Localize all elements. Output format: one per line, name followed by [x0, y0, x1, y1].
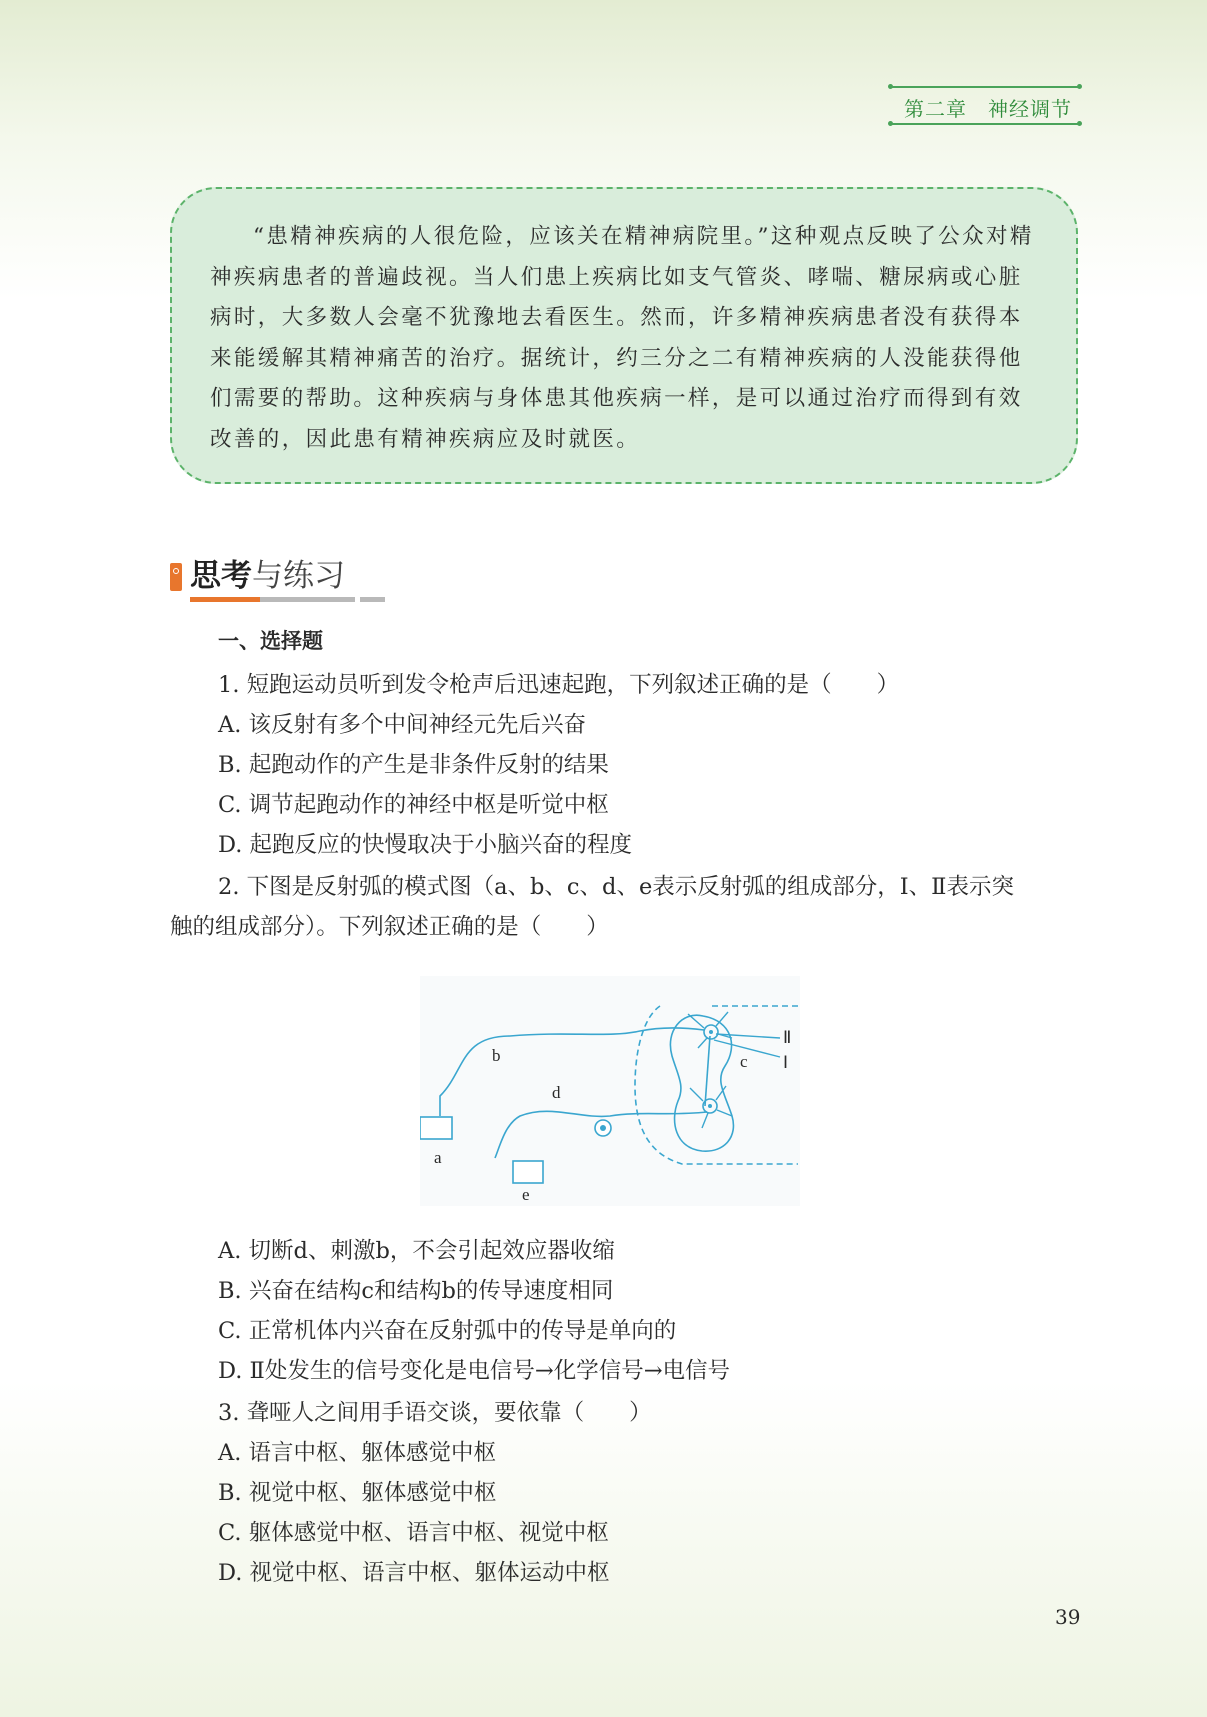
- effector-e-box: [513, 1161, 543, 1183]
- q2-option-c: C. 正常机体内兴奋在反射弧中的传导是单向的: [218, 1318, 677, 1344]
- info-box-text: “患精神疾病的人很危险，应该关在精神病院里。”这种观点反映了公众对精神疾病患者的普遍歧视。当人们患上疾病比如支气管炎、哮喘、糖尿病或心脏病时，大多数人会毫不犹豫地去看医生。然而，许多精神疾病患者没有获得本来能缓解其精神痛苦的治疗。据统计，约三分之二有精神疾病的人没能获得他们需要的帮助。这种疾病与身体患其他疾病一样，是可以通过治疗而得到有效改善的，因此患有精神疾病应及时就医。: [210, 224, 1034, 452]
- q1-option-a: A. 该反射有多个中间神经元先后兴奋: [218, 712, 587, 738]
- q2-stem-line1: 2. 下图是反射弧的模式图（a、b、c、d、e表示反射弧的组成部分，Ⅰ、Ⅱ表示突: [218, 874, 1014, 900]
- q2-option-b: B. 兴奋在结构c和结构b的传导速度相同: [218, 1278, 614, 1304]
- header-rule-bottom: [890, 123, 1080, 125]
- label-b: b: [492, 1046, 501, 1065]
- reflex-arc-diagram: [420, 976, 800, 1206]
- reflex-arc-svg: [420, 976, 800, 1206]
- q1-stem: 1. 短跑运动员听到发令枪声后迅速起跑，下列叙述正确的是（ ）: [218, 672, 900, 698]
- q2-stem-line2: 触的组成部分）。下列叙述正确的是（ ）: [170, 914, 609, 940]
- q3-option-d: D. 视觉中枢、语言中枢、躯体运动中枢: [218, 1560, 610, 1586]
- exercise-subheading: 一、选择题: [218, 629, 323, 653]
- q1-option-b: B. 起跑动作的产生是非条件反射的结果: [218, 752, 609, 778]
- label-a: a: [434, 1148, 442, 1167]
- header-rule-top: [890, 86, 1080, 88]
- q1-option-c: C. 调节起跑动作的神经中枢是听觉中枢: [218, 792, 609, 818]
- section-title-text: [190, 555, 345, 597]
- q2-option-d: D. Ⅱ处发生的信号变化是电信号→化学信号→电信号: [218, 1358, 731, 1384]
- label-e: e: [522, 1185, 530, 1204]
- receptor-a-box: [420, 1117, 452, 1139]
- label-c: c: [740, 1052, 748, 1071]
- section-title: [170, 555, 370, 605]
- label-d: d: [552, 1083, 561, 1102]
- label-synapse-I: Ⅰ: [783, 1053, 789, 1072]
- page-number: 39: [1055, 1605, 1081, 1629]
- section-title-light: 与练习: [252, 558, 345, 594]
- q3-option-b: B. 视觉中枢、躯体感觉中枢: [218, 1480, 497, 1506]
- info-box: [170, 187, 1078, 484]
- q3-stem: 3. 聋哑人之间用手语交谈，要依靠（ ）: [218, 1400, 652, 1426]
- ganglion-icon: [595, 1120, 611, 1136]
- chapter-header: [890, 83, 1080, 125]
- section-title-bold: 思考: [190, 558, 252, 594]
- q3-option-a: A. 语言中枢、躯体感觉中枢: [218, 1440, 497, 1466]
- q1-option-d: D. 起跑反应的快慢取决于小脑兴奋的程度: [218, 832, 633, 858]
- chapter-title: 第二章 神经调节: [904, 97, 1072, 121]
- key-icon: [170, 563, 182, 591]
- label-synapse-II: Ⅱ: [783, 1028, 792, 1047]
- q2-option-a: A. 切断d、刺激b，不会引起效应器收缩: [218, 1238, 615, 1264]
- q3-option-c: C. 躯体感觉中枢、语言中枢、视觉中枢: [218, 1520, 609, 1546]
